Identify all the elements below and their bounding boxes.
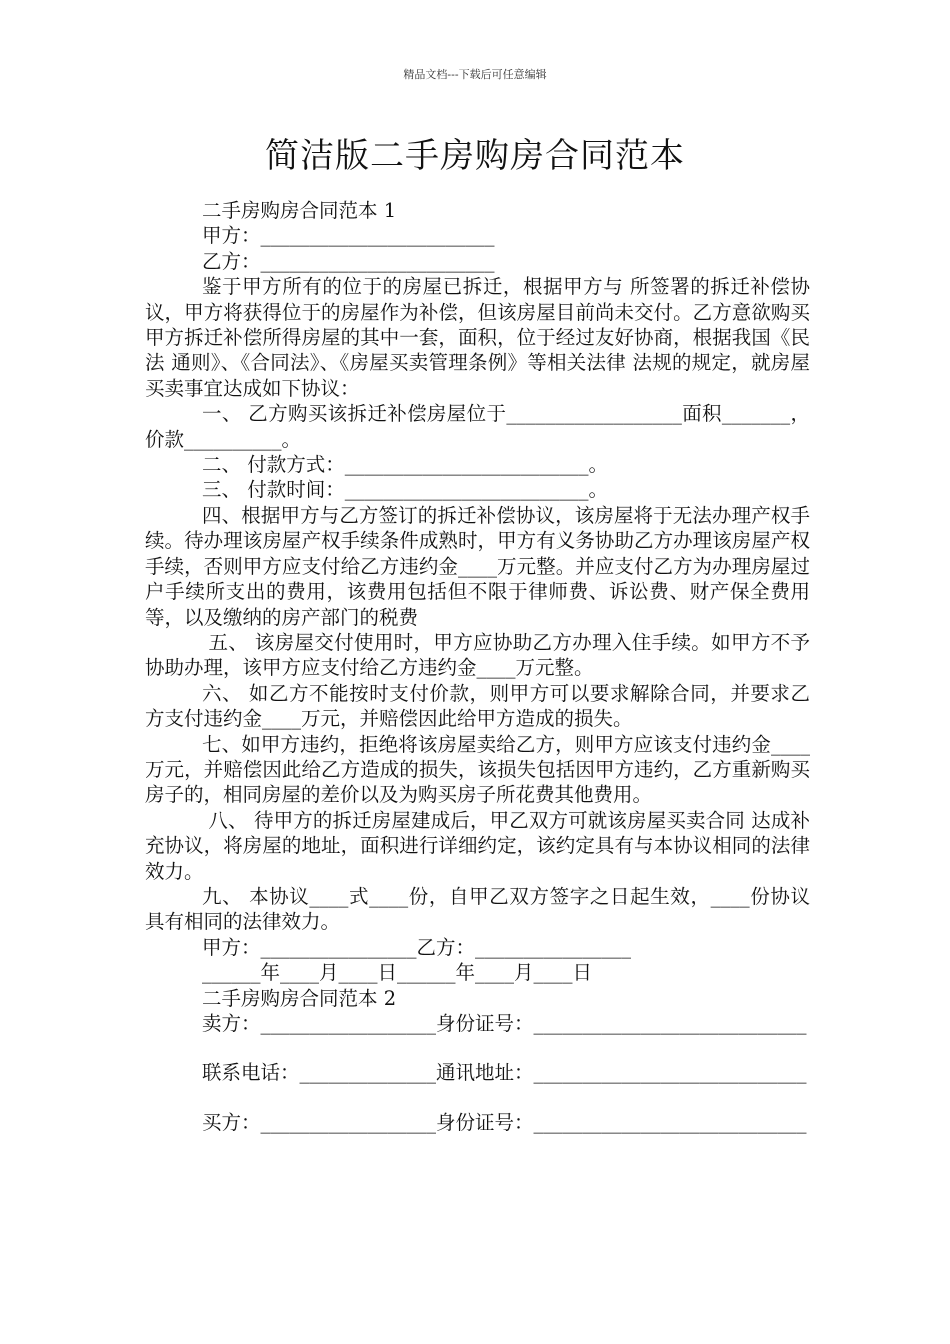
section-heading-sample-2: 二手房购房合同范本 2: [202, 986, 397, 1010]
party-a-line: 甲方：________________________: [202, 224, 495, 248]
clause-1: 一、 乙方购买该拆迁补偿房屋位于__________________面积_______，价款__________。: [145, 402, 810, 451]
date-line: ______年____月____日______年____月____日: [202, 961, 593, 985]
clause-2: 二、 付款方式：_________________________。: [202, 453, 608, 477]
section-heading-sample-1: 二手房购房合同范本 1: [202, 199, 397, 222]
preamble-paragraph: 鉴于甲方所有的位于的房屋已拆迁，根据甲方与 所签署的拆迁补偿协议，甲方将获得位于的房屋作为补偿，但该房屋目前尚未交付。乙方意欲购买甲方拆迁补偿所得房屋的其中一套，面积，位于经过友好协商，根据我国《民法 通则》、《合同法》、《房屋买卖管理条例》等相关法律 法规的规定，就房屋买卖事宜达成如下协议：: [145, 275, 810, 400]
spacer: [145, 1086, 810, 1110]
clause-6: 六、 如乙方不能按时支付价款，则甲方可以要求解除合同，并要求乙方支付违约金____万元，并赔偿因此给甲方造成的损失。: [145, 681, 810, 731]
party-b-line: 乙方：________________________: [202, 249, 495, 273]
signature-line: 甲方：________________乙方：________________: [202, 935, 632, 959]
clause-5: 五、 该房屋交付使用时，甲方应协助乙方办理入住手续。如甲方不予协助办理，该甲方应支付给乙方违约金____万元整。: [145, 630, 810, 680]
page-header-note: 精品文档---下载后可任意编辑: [403, 68, 547, 81]
clause-8: 八、 待甲方的拆迁房屋建成后，甲乙双方可就该房屋买卖合同 达成补充协议，将房屋的地址，面积进行详细约定，该约定具有与本协议相同的法律效力。: [145, 808, 810, 883]
document-body: [145, 198, 810, 1135]
document-title: 简洁版二手房购房合同范本: [265, 136, 685, 176]
seller-line: 卖方：__________________身份证号：____________________________: [202, 1012, 807, 1035]
clause-9: 九、 本协议____式____份，自甲乙双方签字之日起生效，____份协议具有相同的法律效力。: [145, 884, 810, 934]
clause-7: 七、如甲方违约，拒绝将该房屋卖给乙方，则甲方应该支付违约金____万元，并赔偿因此给乙方造成的损失，该损失包括因甲方违约，乙方重新购买房子的，相同房屋的差价以及为购买房子所花费其他费用。: [145, 732, 810, 807]
buyer-line: 买方：__________________身份证号：____________________________: [202, 1110, 807, 1134]
contact-line: 联系电话：______________通讯地址：____________________________: [202, 1061, 807, 1085]
clause-3: 三、 付款时间：_________________________。: [202, 478, 608, 502]
clause-4: 四、根据甲方与乙方签订的拆迁补偿协议，该房屋将于无法办理产权手续。待办理该房屋产权手续条件成熟时，甲方有义务协助乙方办理该房屋产权手续，否则甲方应支付给乙方违约金____万元整。并应支付乙方为办理房屋过户手续所支出的费用，该费用包括但不限于律师费、诉讼费、财产保全费用等，以及缴纳的房产部门的税费: [145, 503, 810, 629]
spacer: [145, 1036, 810, 1060]
